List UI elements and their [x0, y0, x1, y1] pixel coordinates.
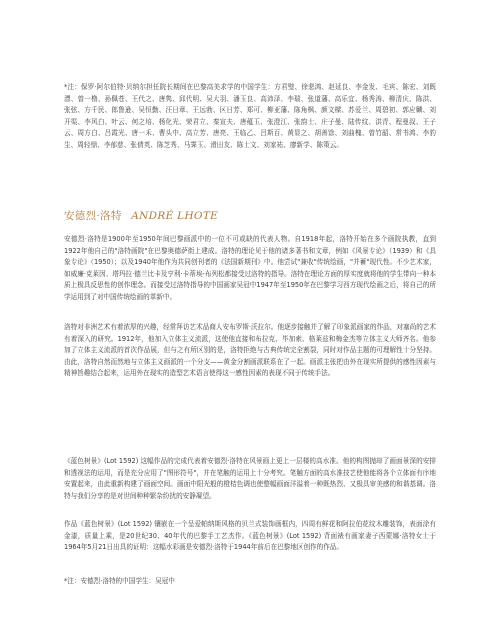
paragraph-artwork-description	[64, 456, 436, 502]
student-note	[64, 82, 436, 152]
paragraph-text: *注：安德烈·洛特的中国学生：吴冠中	[64, 577, 175, 585]
chinese-student-note	[64, 576, 436, 588]
section-title	[64, 208, 436, 223]
document-page	[64, 0, 436, 617]
paragraph-biography	[64, 234, 436, 304]
student-note-text: *注：保罗·阿尔伯特·贝纳尔担任院长期间在巴黎高美求学的中国学生：方君璧、徐悲鸿、赵延良、李金发、毛宾、陈宏、刘既漂、曾一橹、孙佩苍、王代之、唐隽、邱代明、吴大羽、潘玉良、高沛泽、李瑞、张道藩、高乐宜、杨秀涛、柳清庆、陈洪、张弦、方千民、郎鲁逊、吴恒勤、汪日章、王远勃、区日芳、郑可、柳亚藩、陈角枫、颜文樑、苏爱兰、周碧初、郭应麟、刘开渠、李风白、叶云、何之培、杨化光、荣君立、秦宣夫、唐蕴玉、张澄江、张韵士、庄子曼、陆传纹、洪青、程曼叔、王子云、周方白、吕霞光、唐一禾、曹头中、高立芳、唐亮、王临乙、吕斯百、黄显之、胡善馀、刘曲槐、曾竹韶、常书鸿、李豹生、周轻鼎、李郁慈、张倩英、陈芝秀、马霁玉、滑田友、陈士文、刘家祐、廖新学、陈策云。	[64, 83, 436, 149]
paragraph-influences	[64, 322, 436, 380]
section-title-chinese: 安德烈·洛特	[64, 210, 122, 222]
section-title-latin: ANDRÉ LHOTE	[131, 210, 219, 222]
paragraph-text: 安德烈·洛特是1900年至1950年间巴黎画派中的一位不可或缺的代表人物。自1918年起，洛特开始在多个画院执教，直到1922年他自己的"洛特画院"在巴黎奥德萨街上建成。洛特的理论见于他的诸多著书和文章，例如《风景专论》（1939）和《具象专论》（1950）；以及1940年他作为共同创刊者的《法国新期刊》中。他尝试"兼收"传统绘画，"并蓄"现代性。不少艺术家，如威廉·克莱因、塔玛拉·德兰比卡及亨利·卡蒂埃-布列松都接受过洛特的指导。洛特在理论方面的厚实度就将他的学生带向一种本质上极具反思性的创作理念。而接受过洛特指导的中国画家吴冠中1947年至1950年在巴黎学习西方现代绘画之后，将自己的所学运用到了对中国传统绘画的革新中。	[64, 235, 436, 301]
paragraph-text: 《蓝色树景》(Lot 1592) 这幅作品的完成代表着安德烈·洛特在风景画上更上一层楼的高水准。他的构图抛却了画面景深的安排和透视法的运用，而是充分应用了"图形符号"，并在笔触的运用上十分考究。笔触方面的高水准技艺使他能将各个立体面有序地安置起来，由此重新构建了画面空间。画面中阳光般的橙桔色调也使整幅画面洋溢着一种既热烈、又极具审美感的和谐基调。洛特与我们分享的是对世间种种繁杂纷扰的安静凝望。	[64, 457, 436, 500]
paragraph-text: 作品《蓝色树景》(Lot 1592) 镶嵌在一个呈爱帕纳斯风格的贝兰式装饰画框内，四周有鲜花和阿拉伯花纹木雕装饰，表面涂有金漆，质量上乘，是20世纪30、40年代的巴黎手工艺杰作。《蓝色树景》(Lot 1592) 背面裱有画家妻子西蒙娜·洛特女士于1964年5月21日出具的证明：这幅水彩画是安德烈·洛特于1944年前后在巴黎地区创作的作品。	[64, 520, 436, 552]
paragraph-text: 洛特对非洲艺术有着浓厚的兴趣，经常拜访艺术品商人安布罗斯·沃拉尔。他逐步接触并了解了印象派画家的作品，对塞尚的艺术有着深入的研究。1912年，他加入立体主义流派，这使他直接和布拉克、毕加索、格莱兹和梅金杰等立体主义大师齐名。他参加了立体主义流派的首次作品展，但与之有所区别的是，洛特拒绝与古典传统完全割裂，同时对作品主题的可理解性十分坚持。由此，洛特自然而然地与立体主义画派的一个分支——黄金分割画派联系在了一起。画派主张把由外在现实所提供的感性因素与精神旨趣结合起来，运用外在现实的造型艺术语言使得这一感性因素的表现不同于传统手法。	[64, 323, 436, 378]
paragraph-frame-provenance	[64, 519, 436, 554]
